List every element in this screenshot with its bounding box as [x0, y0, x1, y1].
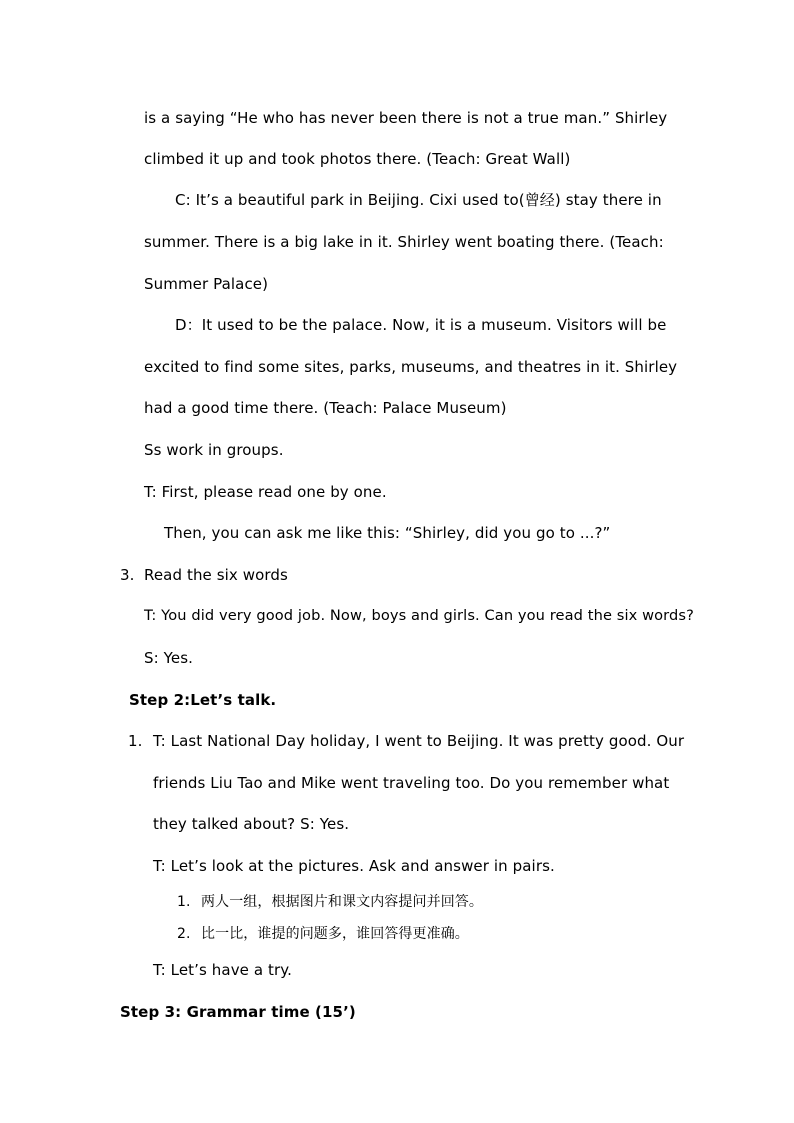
list-number: 2.	[177, 926, 191, 942]
text-line-11: Then, you can ask me like this: “Shirley, did you go to ...?”	[164, 524, 611, 542]
option-c-line: C: It’s a beautiful park in Beijing. Cixi used to(曾经) stay there in	[175, 191, 662, 209]
text-line-4: summer. There is a big lake in it. Shirley went boating there. (Teach:	[144, 233, 664, 251]
text-line-22: T: Let’s have a try.	[153, 961, 292, 979]
text-line-18: they talked about? S: Yes.	[153, 815, 350, 833]
list-item-3	[120, 565, 288, 585]
text-line-5: Summer Palace)	[144, 275, 269, 293]
step-2-heading: Step 2:Let’s talk.	[129, 691, 277, 709]
sub-list-item-1	[177, 892, 483, 912]
list-item-text: T: Last National Day holiday, I went to Beijing. It was pretty good. Our	[153, 732, 685, 750]
text-line-8: had a good time there. (Teach: Palace Museum)	[144, 399, 507, 417]
list-item-text: Read the six words	[144, 566, 288, 584]
list-item-text: 比一比，谁提的问题多，谁回答得更准确。	[201, 926, 469, 942]
text-line-1: is a saying “He who has never been there is not a true man.” Shirley	[144, 109, 668, 127]
list-number: 1.	[128, 732, 143, 750]
list-number: 3.	[120, 566, 135, 584]
text-line-9: Ss work in groups.	[144, 441, 284, 459]
text-line-2: climbed it up and took photos there. (Teach: Great Wall)	[144, 150, 571, 168]
text-line-13: T: You did very good job. Now, boys and girls. Can you read the six words?	[144, 607, 694, 624]
list-number: 1.	[177, 894, 191, 910]
text-line-7: excited to find some sites, parks, museums, and theatres in it. Shirley	[144, 358, 678, 376]
text-line-19: T: Let’s look at the pictures. Ask and answer in pairs.	[153, 857, 555, 875]
list-item-1	[128, 731, 684, 751]
text-line-10: T: First, please read one by one.	[144, 483, 387, 501]
sub-list-item-2	[177, 924, 469, 944]
option-d-line: D：It used to be the palace. Now, it is a museum. Visitors will be	[175, 316, 667, 334]
list-item-text: 两人一组，根据图片和课文内容提问并回答。	[201, 894, 483, 910]
step-3-heading: Step 3: Grammar time (15’)	[120, 1003, 356, 1021]
text-line-17: friends Liu Tao and Mike went traveling too. Do you remember what	[153, 774, 670, 792]
text-line-14: S: Yes.	[144, 649, 194, 667]
